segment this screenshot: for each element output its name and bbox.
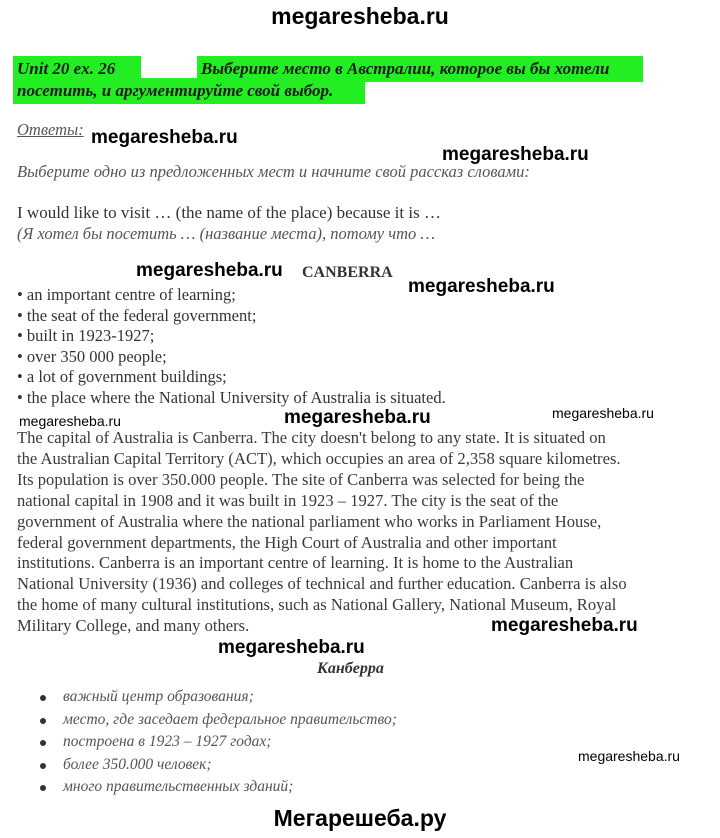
bullet-text: место, где заседает федеральное правительство; xyxy=(63,710,397,728)
paragraph-line: federal government departments, the High Court of Australia and other important xyxy=(17,532,557,552)
bullet-text: построена в 1923 – 1927 годах; xyxy=(63,733,272,751)
template-english: I would like to visit … (the name of the place) because it is … xyxy=(17,203,441,222)
task-title-line1: Выберите место в Австралии, которое вы бы хотели xyxy=(197,56,643,82)
watermark-8: megaresheba.ru xyxy=(491,615,638,636)
task-unit-label: Unit 20 ex. 26 xyxy=(13,56,141,82)
answers-label: Ответы: xyxy=(17,120,84,139)
bullet-dot xyxy=(40,740,46,746)
bullet-dot xyxy=(40,695,46,701)
watermark-10: megaresheba.ru xyxy=(578,748,680,764)
bullet-item-ru xyxy=(40,686,397,709)
paragraph-line: Military College, and many others. xyxy=(17,616,250,636)
bullet-text: много правительственных зданий; xyxy=(63,778,294,796)
watermark-7: megaresheba.ru xyxy=(552,405,654,421)
watermark-5: megaresheba.ru xyxy=(19,413,121,429)
bullet-dot xyxy=(40,763,46,769)
bullet-list-english xyxy=(17,285,446,409)
canberra-ru-heading: Канберра xyxy=(317,660,384,677)
bullet-item: • built in 1923-1927; xyxy=(17,326,155,346)
bullet-text: важный центр образования; xyxy=(63,688,254,705)
canberra-paragraph xyxy=(17,428,707,637)
bullet-item: • a lot of government buildings; xyxy=(17,367,227,387)
watermark-2: megaresheba.ru xyxy=(442,144,589,165)
bullet-item: • an important centre of learning; xyxy=(17,285,236,304)
watermark-9: megaresheba.ru xyxy=(218,637,365,658)
bullet-item: • the place where the National University of Australia is situated. xyxy=(17,387,446,407)
paragraph-line: government of Australia where the national parliament who works in Parliament House, xyxy=(17,511,602,531)
bullet-item-ru xyxy=(40,709,397,732)
paragraph-line: the home of many cultural institutions, such as National Gallery, National Museum, Royal xyxy=(17,595,617,615)
bullet-item-ru xyxy=(40,754,397,777)
task-title-line2: посетить, и аргументируйте свой выбор. xyxy=(13,78,365,104)
bullet-item: • over 350 000 people; xyxy=(17,346,167,366)
paragraph-line: institutions. Canberra is an important centre of learning. It is home to the Australian xyxy=(17,553,574,573)
site-watermark-top: megaresheba.ru xyxy=(271,3,449,29)
paragraph-line: the Australian Capital Territory (ACT), which occupies an area of 2,358 square kilometres. xyxy=(17,448,621,468)
paragraph-line: The capital of Australia is Canberra. The city doesn't belong to any state. It is situated on xyxy=(17,428,606,447)
bullet-dot xyxy=(40,718,46,724)
instruction-text: Выберите одно из предложенных мест и начните свой рассказ словами: xyxy=(17,162,530,181)
watermark-3: megaresheba.ru xyxy=(136,260,283,281)
bullet-dot xyxy=(40,785,46,791)
bullet-list-russian xyxy=(40,686,397,799)
bullet-item-ru xyxy=(40,731,397,754)
bullet-text: более 350.000 человек; xyxy=(63,755,212,773)
template-russian: (Я хотел бы посетить … (название места), потому что … xyxy=(17,224,436,243)
watermark-4: megaresheba.ru xyxy=(408,276,555,297)
watermark-6: megaresheba.ru xyxy=(284,407,431,428)
watermark-1: megaresheba.ru xyxy=(91,127,238,148)
canberra-heading: CANBERRA xyxy=(302,264,393,281)
paragraph-line: National University (1936) and colleges of technical and further education. Canberra is also xyxy=(17,574,627,594)
paragraph-line: Its population is over 350.000 people. The site of Canberra was selected for being the xyxy=(17,469,585,489)
bullet-item: • the seat of the federal government; xyxy=(17,305,257,325)
site-watermark-bottom: Мегарешеба.ру xyxy=(273,805,447,831)
paragraph-line: national capital in 1908 and it was built in 1923 – 1927. The city is the seat of the xyxy=(17,490,559,510)
bullet-item-ru xyxy=(40,776,397,799)
